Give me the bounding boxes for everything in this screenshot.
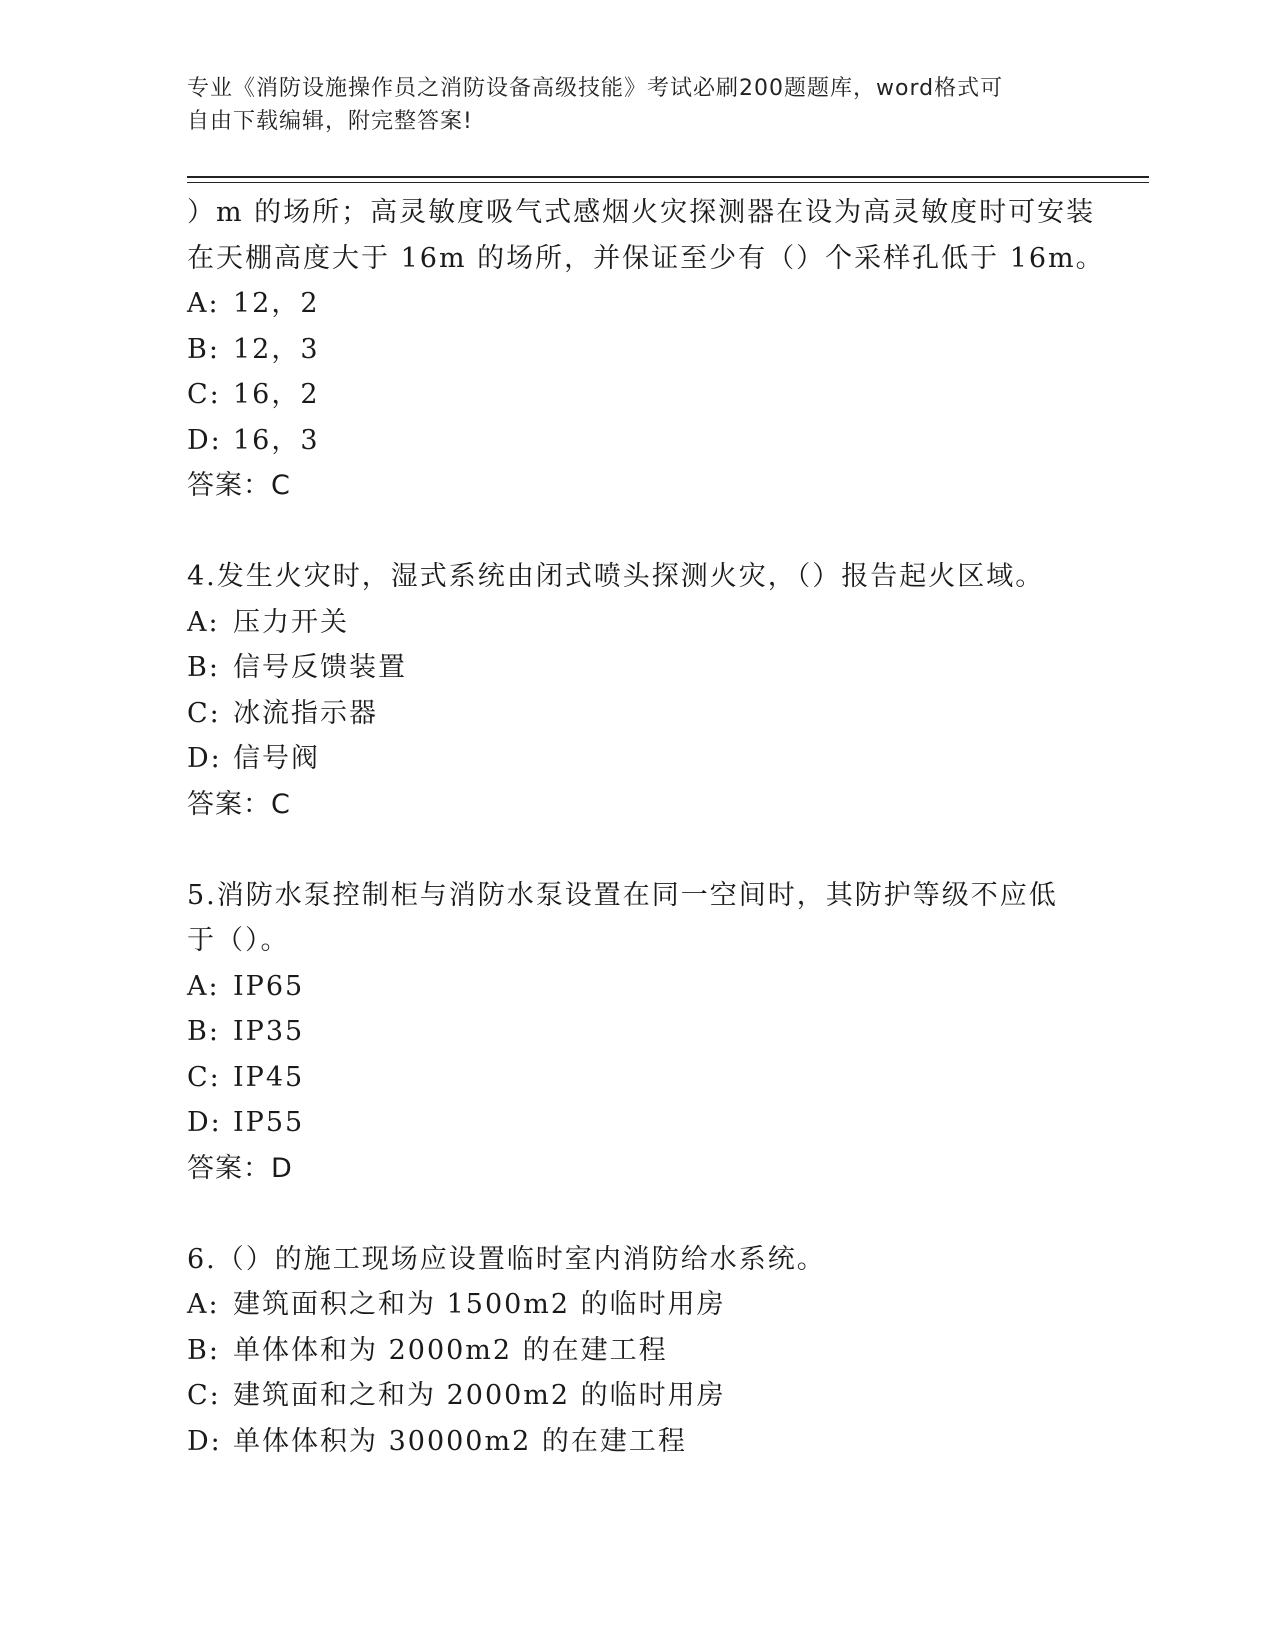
question-3-text-line-1: ）m 的场所；高灵敏度吸气式感烟火灾探测器在设为高灵敏度时可安装: [187, 197, 1096, 228]
option-label: C:: [187, 1380, 221, 1411]
option-text: 16，2: [233, 379, 320, 410]
option-text: 12，2: [233, 288, 320, 319]
option-text: IP35: [233, 1016, 305, 1047]
option-c: [187, 691, 1087, 737]
option-label: A:: [187, 970, 220, 1002]
option-text: 12，3: [233, 333, 320, 365]
option-text: IP65: [233, 970, 305, 1002]
question-4: [187, 554, 1087, 827]
option-label: C:: [187, 1061, 221, 1093]
spacer: [187, 827, 1087, 873]
option-text: IP45: [233, 1061, 305, 1093]
option-a: [187, 1282, 1087, 1328]
header-rule-thick: [187, 176, 1149, 178]
option-text: 建筑面和之和为 2000m2 的临时用房: [233, 1380, 726, 1411]
option-label: D:: [187, 424, 222, 456]
option-a: [187, 600, 1087, 646]
option-label: B:: [187, 1334, 220, 1366]
option-c: [187, 1373, 1087, 1419]
header-line-1: 专业《消防设施操作员之消防设备高级技能》考试必刷200题题库，word格式可: [187, 76, 1004, 101]
option-label: C:: [187, 379, 221, 410]
option-label: D:: [187, 1107, 222, 1138]
option-d: [187, 1100, 1087, 1146]
spacer: [187, 509, 1087, 555]
question-3-answer: 答案：C: [187, 470, 291, 501]
option-d: [187, 418, 1087, 464]
option-label: B:: [187, 1016, 220, 1047]
option-label: D:: [187, 1425, 222, 1457]
question-5-text-line-1: 5.消防水泵控制柜与消防水泵设置在同一空间时，其防护等级不应低: [187, 879, 1058, 911]
option-c: [187, 1055, 1087, 1101]
option-label: B:: [187, 652, 220, 683]
option-label: A:: [187, 1289, 220, 1320]
question-5: [187, 873, 1087, 1192]
option-text: 信号反馈装置: [233, 652, 407, 683]
question-4-answer: 答案：C: [187, 788, 291, 820]
option-text: 冰流指示器: [233, 697, 378, 729]
spacer: [187, 1191, 1087, 1237]
header-rule-thin: [187, 182, 1149, 183]
option-text: IP55: [233, 1107, 305, 1138]
option-c: [187, 372, 1087, 418]
option-a: [187, 964, 1087, 1010]
question-6-text-line-1: 6.（）的施工现场应设置临时室内消防给水系统。: [187, 1243, 826, 1275]
question-4-text-line-1: 4.发生火灾时，湿式系统由闭式喷头探测火灾，（）报告起火区域。: [187, 561, 1045, 592]
question-5-text-line-2: 于（）。: [187, 925, 290, 956]
option-label: B:: [187, 333, 220, 365]
option-text: 单体体积为 30000m2 的在建工程: [233, 1425, 687, 1457]
option-text: 16，3: [233, 424, 320, 456]
option-label: C:: [187, 697, 221, 729]
header-line-2: 自由下载编辑，附完整答案!: [187, 109, 473, 134]
option-text: 压力开关: [233, 606, 349, 638]
option-b: [187, 1328, 1087, 1374]
option-text: 建筑面积之和为 1500m2 的临时用房: [233, 1289, 726, 1320]
question-3: [187, 190, 1105, 509]
document-header: [187, 72, 1067, 138]
option-d: [187, 736, 1087, 782]
question-3-text-line-2: 在天棚高度大于 16m 的场所，并保证至少有（）个采样孔低于 16m。: [187, 242, 1105, 274]
question-content: [187, 190, 1105, 1464]
option-label: D:: [187, 743, 222, 774]
option-label: A:: [187, 606, 220, 638]
question-6: [187, 1237, 1087, 1465]
option-a: [187, 281, 1087, 327]
option-label: A:: [187, 288, 220, 319]
option-text: 信号阀: [233, 743, 320, 774]
option-b: [187, 327, 1087, 373]
option-d: [187, 1419, 1087, 1465]
option-b: [187, 645, 1087, 691]
option-text: 单体体和为 2000m2 的在建工程: [233, 1334, 668, 1366]
question-5-answer: 答案：D: [187, 1152, 293, 1184]
option-b: [187, 1009, 1087, 1055]
